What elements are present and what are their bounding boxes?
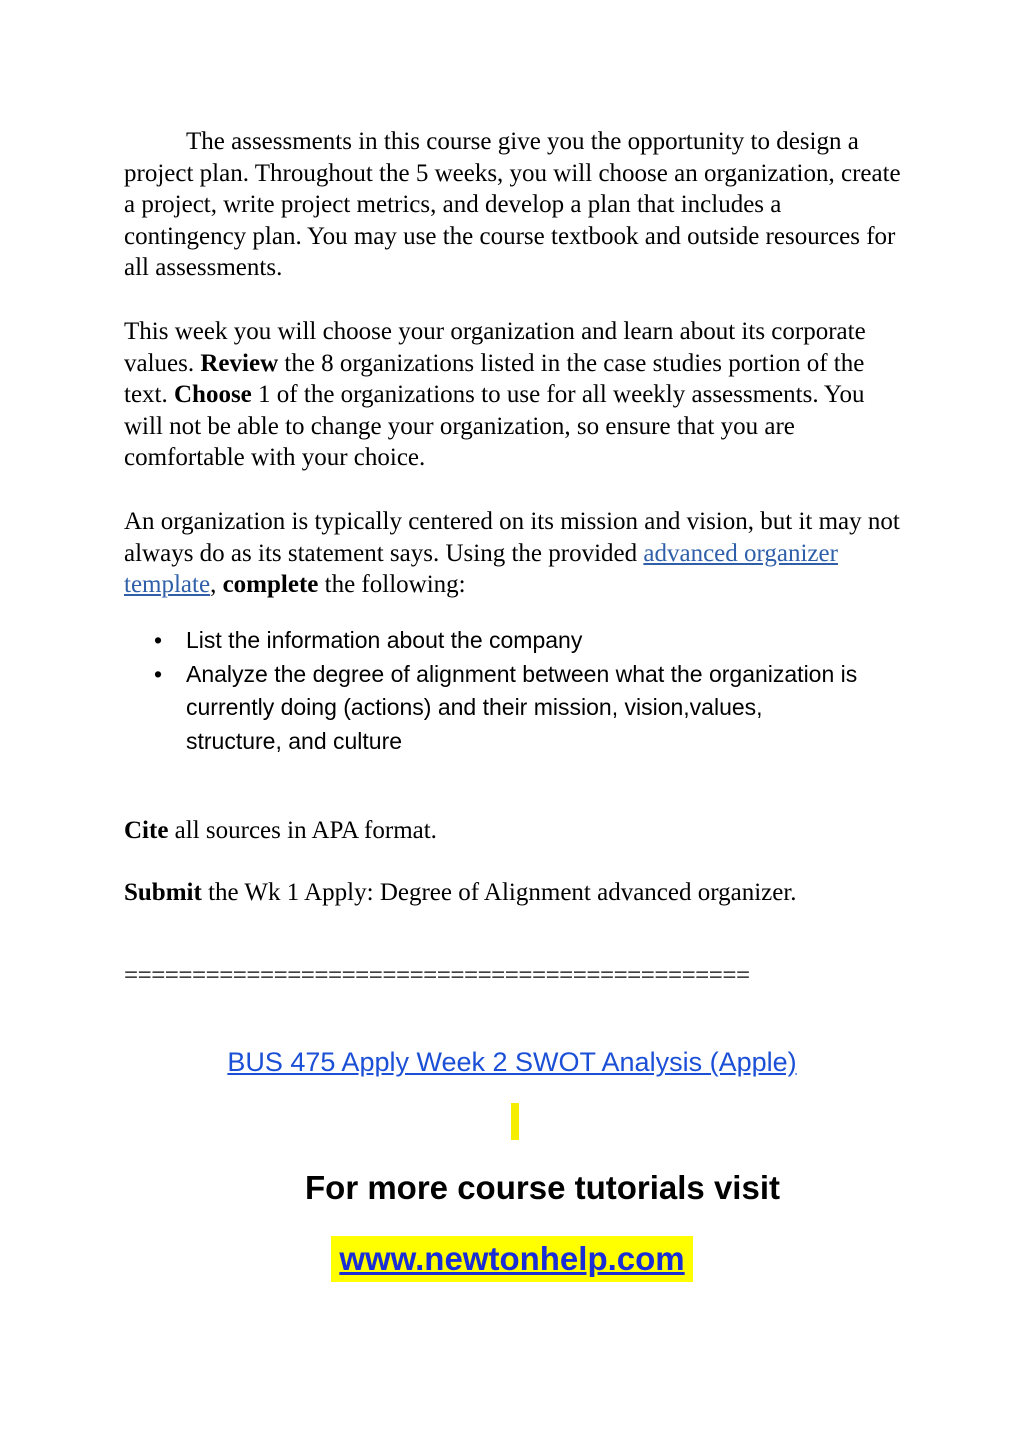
cite-instruction: [124, 815, 904, 847]
list-item: [124, 658, 864, 759]
text-cursor-marker: [511, 1103, 519, 1140]
intro-paragraph: The assessments in this course give you the opportunity to design a project plan. Throughout the 5 weeks, you will choose an organization, create a project, write project metrics, and develop a plan that includes a contingency plan. You may use the course textbook and outside resources for all assessments.: [124, 128, 901, 281]
bullet-icon: •: [154, 627, 163, 653]
newtonhelp-site-link[interactable]: www.newtonhelp.com: [339, 1240, 685, 1277]
choose-keyword: Choose: [174, 381, 252, 408]
alignment-text-2: the following:: [318, 571, 466, 598]
submit-keyword: Submit: [124, 879, 202, 906]
cite-keyword: Cite: [124, 817, 169, 844]
submit-instruction: [124, 877, 904, 909]
task-list: [124, 624, 864, 758]
alignment-paragraph: [124, 506, 904, 601]
complete-keyword: complete: [216, 571, 319, 598]
comma: ,: [210, 571, 217, 598]
advanced-organizer-template-link[interactable]: advanced organizer template: [124, 539, 838, 598]
list-item-text: List the information about the company: [186, 627, 583, 653]
site-link-highlight: [331, 1236, 693, 1282]
bullet-icon: •: [154, 660, 163, 687]
divider-line: ==============================================: [124, 962, 750, 989]
cite-text: all sources in APA format.: [168, 817, 437, 844]
org-text-3: 1 of the organizations to use for all weekly assessments. You will not be able to change your organization, so ensure that you are comfortable with your choice.: [124, 381, 865, 471]
list-item: [124, 624, 864, 658]
org-text-1: This week you will choose your organization and learn about its corporate values.: [124, 318, 866, 377]
review-keyword: Review: [200, 349, 279, 377]
submit-text: the Wk 1 Apply: Degree of Alignment advanced organizer.: [201, 879, 797, 906]
related-tutorial-link[interactable]: BUS 475 Apply Week 2 SWOT Analysis (Apple): [227, 1047, 797, 1077]
list-item-text: Analyze the degree of alignment between what the organization is currently doing (actions) and their mission, vision,values, structure, and culture: [186, 660, 858, 754]
alignment-text-1: An organization is typically centered on its mission and vision, but it may not always do as its statement says. Using the provided: [124, 508, 900, 567]
visit-heading: For more course tutorials visit: [305, 1169, 780, 1206]
org-text-2: the 8 organizations listed in the case studies portion of the text.: [124, 349, 865, 408]
organization-paragraph: [124, 316, 904, 474]
